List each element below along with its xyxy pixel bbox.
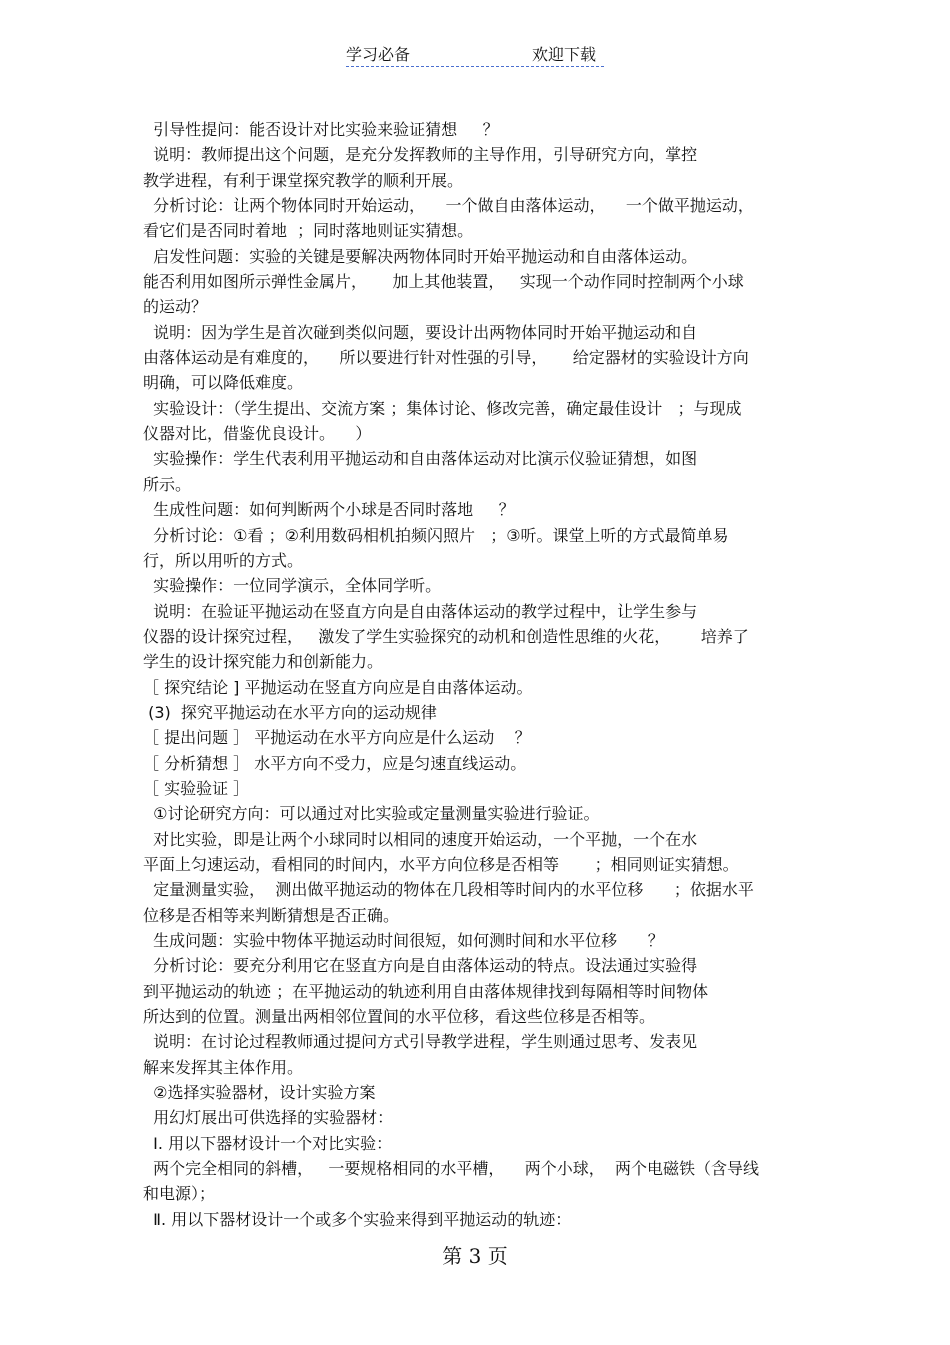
text-line: ②选择实验器材，设计实验方案 (143, 1083, 376, 1103)
text-line: 到平抛运动的轨迹 ；在平抛运动的轨迹利用自由落体规律找到每隔相等时间物体 (143, 981, 709, 1001)
text-line: 两个完全相同的斜槽， 一要规格相同的水平槽， 两个小球， 两个电磁铁（含导线 (143, 1159, 759, 1179)
text-line: 行，所以用听的方式。 (143, 550, 304, 570)
text-line: ［ 提出问题 ］ 平抛运动在水平方向应是什么运动 ？ (143, 728, 531, 748)
text-line: 的运动？ (143, 297, 208, 317)
text-line: 所达到的位置。测量出两相邻位置间的水平位移，看这些位移是否相等。 (143, 1007, 656, 1027)
text-line: 引导性提问：能否设计对比实验来验证猜想 ？ (143, 120, 499, 139)
text-line: ［ 探究结论 ] 平抛运动在竖直方向应是自由落体运动。 (143, 677, 533, 697)
text-line: Ⅱ. 用以下器材设计一个或多个实验来得到平抛运动的轨迹： (143, 1209, 572, 1229)
text-line: 生成问题：实验中物体平抛运动时间很短，如何测时间和水平位移 ？ (143, 931, 664, 950)
text-line: 明确，可以降低难度。 (143, 373, 304, 393)
text-line: 能否利用如图所示弹性金属片， 加上其他装置， 实现一个动作同时控制两个小球 (143, 272, 744, 292)
text-line: 和电源）； (143, 1184, 216, 1204)
text-line: 分析讨论：要充分利用它在竖直方向是自由落体运动的特点。设法通过实验得 (143, 956, 698, 976)
text-line: 实验设计：（学生提出、交流方案 ；集体讨论、修改完善，确定最佳设计 ；与现成 (143, 398, 742, 418)
text-line: 解来发挥其主体作用。 (143, 1057, 304, 1077)
text-line: 说明：在讨论过程教师通过提问方式引导教学进程，学生则通过思考、发表见 (143, 1032, 698, 1052)
text-line: 平面上匀速运动，看相同的时间内，水平方向位移是否相等 ；相同则证实猜想。 (143, 854, 739, 874)
text-line: 位移是否相等来判断猜想是否正确。 (143, 905, 400, 925)
text-line: ［ 实验验证 ］ (143, 778, 250, 798)
text-line: 由落体运动是有难度的， 所以要进行针对性强的引导， 给定器材的实验设计方向 (143, 348, 749, 368)
text-line: 启发性问题：实验的关键是要解决两物体同时开始平抛运动和自由落体运动。 (143, 246, 698, 266)
text-line: 实验操作：一位同学演示，全体同学听。 (143, 576, 442, 596)
text-line: 说明：因为学生是首次碰到类似问题，要设计出两物体同时开始平抛运动和自 (143, 322, 698, 342)
text-line: ①讨论研究方向：可以通过对比实验或定量测量实验进行验证。 (143, 804, 600, 824)
text-line: 定量测量实验， 测出做平抛运动的物体在几段相等时间内的水平位移 ；依据水平 (143, 880, 754, 900)
text-line: 看它们是否同时着地 ；同时落地则证实猜想。 (143, 221, 474, 241)
text-line: 教学进程，有利于课堂探究教学的顺利开展。 (143, 170, 464, 190)
text-line: 仪器的设计探究过程， 激发了学生实验探究的动机和创造性思维的火花， 培养了 (143, 626, 749, 646)
text-line: 分析讨论：让两个物体同时开始运动， 一个做自由落体运动， 一个做平抛运动， (143, 196, 754, 216)
text-line: Ⅰ. 用以下器材设计一个对比实验： (143, 1133, 393, 1153)
text-line: (3) 探究平抛运动在水平方向的运动规律 (143, 702, 437, 722)
text-line: 对比实验，即是让两个小球同时以相同的速度开始运动，一个平抛，一个在水 (143, 829, 698, 849)
text-line: 分析讨论：①看 ；②利用数码相机拍频闪照片 ；③听。课堂上听的方式最简单易 (143, 525, 729, 545)
text-line: 仪器对比，借鉴优良设计。 ） (143, 424, 372, 444)
text-line: 说明：教师提出这个问题，是充分发挥教师的主导作用，引导研究方向，掌控 (143, 145, 698, 165)
page-number: 第 3 页 (442, 1244, 508, 1268)
text-line: 所示。 (143, 474, 192, 494)
document-body (143, 117, 813, 1232)
text-line: 用幻灯展出可供选择的实验器材： (143, 1108, 394, 1128)
text-line: 学生的设计探究能力和创新能力。 (143, 652, 384, 672)
text-line: ［ 分析猜想 ］ 水平方向不受力，应是匀速直线运动。 (143, 753, 527, 773)
text-line: 实验操作：学生代表利用平抛运动和自由落体运动对比演示仪验证猜想，如图 (143, 449, 698, 469)
header-right-text: 欢迎下载 (532, 45, 597, 64)
header-left-text: 学习必备 (346, 45, 411, 64)
page-header (346, 40, 604, 67)
text-line: 说明：在验证平抛运动在竖直方向是自由落体运动的教学过程中，让学生参与 (143, 601, 698, 621)
text-line: 生成性问题：如何判断两个小球是否同时落地 ？ (143, 500, 515, 520)
